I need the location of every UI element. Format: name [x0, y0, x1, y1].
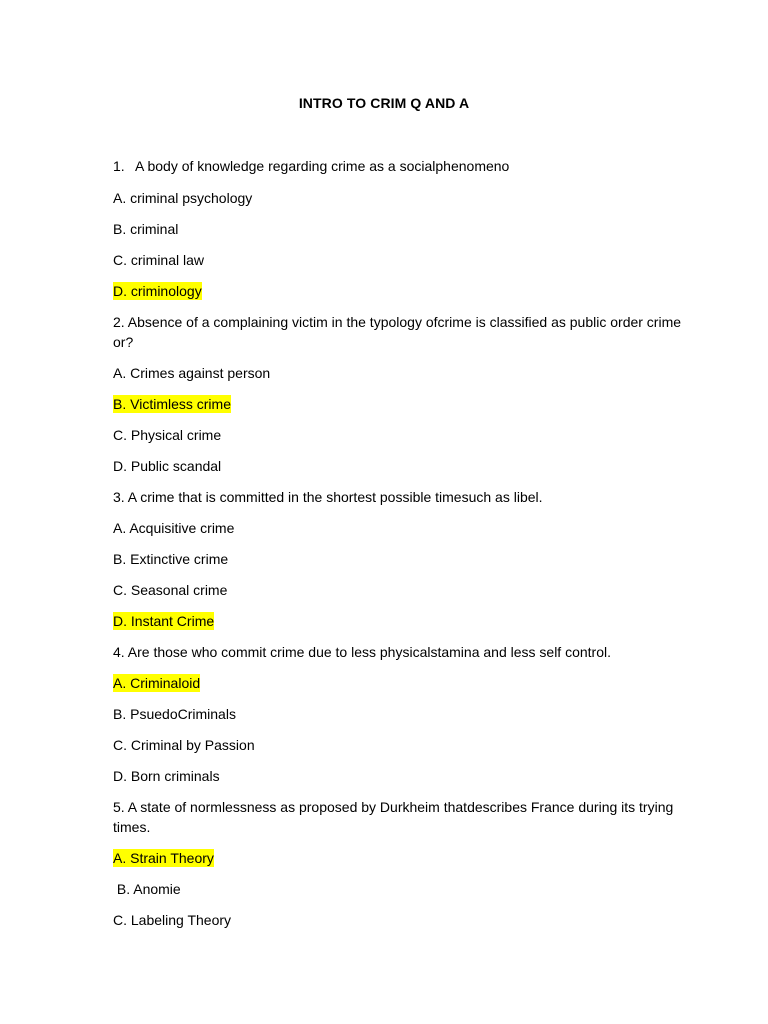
option-text: C. Criminal by Passion	[113, 737, 255, 753]
option-text: A. Acquisitive crime	[113, 520, 235, 536]
answer-option-line	[113, 394, 693, 414]
question-line	[113, 487, 693, 507]
option-text: C. criminal law	[113, 252, 205, 268]
option-text: C. Physical crime	[113, 427, 222, 443]
question-line	[113, 155, 693, 177]
question-number: 1.	[113, 158, 125, 174]
highlighted-answer-text: D. Instant Crime	[113, 613, 215, 629]
answer-option-line	[113, 910, 693, 930]
question-line	[113, 797, 693, 837]
option-text: A. criminal psychology	[113, 190, 253, 206]
answer-option-line	[113, 766, 693, 786]
option-text: C. Labeling Theory	[113, 912, 232, 928]
option-text: D. Public scandal	[113, 458, 222, 474]
question-text: 5. A state of normlessness as proposed by Durkheim thatdescribes France during its trying times.	[113, 799, 674, 835]
answer-option-line	[113, 704, 693, 724]
answer-option-line	[113, 281, 693, 301]
answer-option-line	[113, 735, 693, 755]
answer-option-line	[113, 219, 693, 239]
option-text: A. Crimes against person	[113, 365, 271, 381]
answer-option-line	[113, 549, 693, 569]
qa-content	[113, 155, 693, 941]
question-text: 3. A crime that is committed in the shortest possible timesuch as libel.	[113, 489, 543, 505]
option-text: B. criminal	[113, 221, 179, 237]
highlighted-answer-text: A. Criminaloid	[113, 675, 201, 691]
question-text: 4. Are those who commit crime due to less physicalstamina and less self control.	[113, 644, 611, 660]
answer-option-line	[113, 673, 693, 693]
option-text: C. Seasonal crime	[113, 582, 228, 598]
highlighted-answer-text: D. criminology	[113, 283, 202, 299]
question-text: 2. Absence of a complaining victim in the typology ofcrime is classified as public order crime or?	[113, 314, 682, 350]
answer-option-line	[113, 879, 693, 899]
answer-option-line	[113, 518, 693, 538]
answer-option-line	[113, 250, 693, 270]
highlighted-answer-text: A. Strain Theory	[113, 850, 214, 866]
answer-option-line	[113, 580, 693, 600]
question-line	[113, 312, 693, 352]
option-text: B. Anomie	[113, 881, 181, 897]
option-text: B. PsuedoCriminals	[113, 706, 236, 722]
highlighted-answer-text: B. Victimless crime	[113, 396, 231, 412]
option-text: B. Extinctive crime	[113, 551, 229, 567]
question-line	[113, 642, 693, 662]
answer-option-line	[113, 848, 693, 868]
answer-option-line	[113, 611, 693, 631]
option-text: D. Born criminals	[113, 768, 220, 784]
answer-option-line	[113, 363, 693, 383]
answer-option-line	[113, 456, 693, 476]
question-text: A body of knowledge regarding crime as a socialphenomeno	[135, 158, 510, 174]
answer-option-line	[113, 188, 693, 208]
answer-option-line	[113, 425, 693, 445]
document-title: INTRO TO CRIM Q AND A	[298, 95, 470, 111]
